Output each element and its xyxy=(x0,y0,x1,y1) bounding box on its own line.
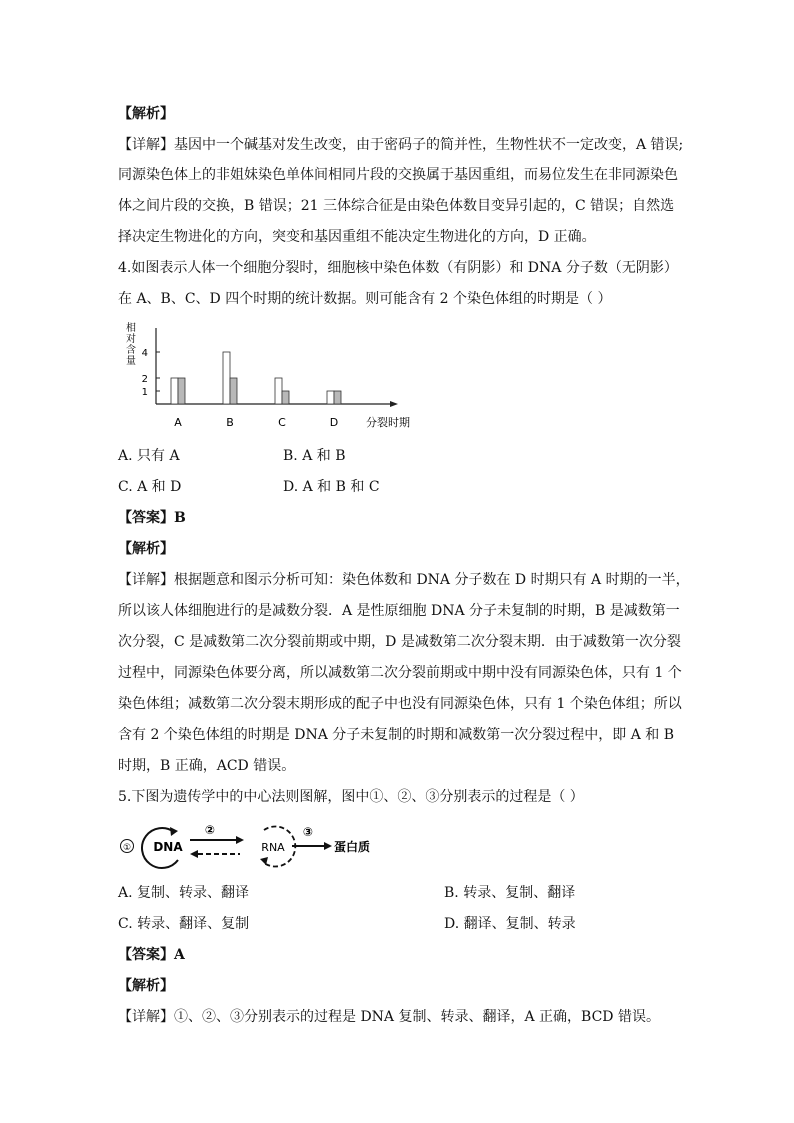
q4-detail-line: 【详解】根据题意和图示分析可知：染色体数和 DNA 分子数在 D 时期只有 A 时期的一半， xyxy=(118,572,690,588)
q4-bar-chart xyxy=(118,320,418,435)
q5-option-b: B. 转录、复制、翻译 xyxy=(444,885,576,901)
x-category-label: A xyxy=(174,416,182,429)
q5-answer: 【答案】A xyxy=(118,947,185,963)
q4-stem-line: 在 A、B、C、D 四个时期的统计数据。则可能含有 2 个染色体组的时期是（ ） xyxy=(118,291,612,307)
label-circle-three: ③ xyxy=(302,825,314,839)
reverse-arrowhead xyxy=(190,850,198,858)
q5-stem: 5.下图为遗传学中的中心法则图解，图中①、②、③分别表示的过程是（ ） xyxy=(118,789,584,805)
q4-answer: 【答案】B xyxy=(118,510,186,526)
q3-detail-line: 择决定生物进化的方向，突变和基因重组不能决定生物进化的方向，D 正确。 xyxy=(118,229,596,245)
q3-detail-line: 体之间片段的交换，B 错误；21 三体综合征是由染色体数目变异引起的，C 错误；自然选 xyxy=(118,198,675,214)
q4-option-a: A. 只有 A xyxy=(118,448,180,464)
x-category-label: B xyxy=(226,416,234,429)
q3-detail-line: 同源染色体上的非姐妹染色单体间相同片段的交换属于基因重组，而易位发生在非同源染色 xyxy=(118,167,678,183)
q4-option-b: B. A 和 B xyxy=(283,448,346,464)
y-tick-label: 4 xyxy=(141,348,148,359)
bar-dna-count xyxy=(223,352,230,404)
x-category-label: D xyxy=(329,416,339,429)
q4-detail-line: 次分裂，C 是减数第二次分裂前期或中期，D 是减数第二次分裂末期．由于减数第一次分裂 xyxy=(118,634,681,650)
bar-chromosome-count xyxy=(282,391,289,404)
bar-dna-count xyxy=(275,378,282,404)
bar-chromosome-count xyxy=(230,378,237,404)
q5-detail: 【详解】①、②、③分别表示的过程是 DNA 复制、转录、翻译，A 正确，BCD 错误。 xyxy=(118,1009,660,1025)
q4-analysis-label: 【解析】 xyxy=(118,541,174,557)
transcription-arrowhead xyxy=(236,836,244,844)
q4-detail-line: 所以该人体细胞进行的是减数分裂．A 是性原细胞 DNA 分子未复制的时期，B 是减数第一 xyxy=(118,603,680,619)
q4-option-d: D. A 和 B 和 C xyxy=(283,479,380,495)
q5-analysis-label: 【解析】 xyxy=(118,978,174,994)
chart-ylabel xyxy=(126,321,136,367)
bar-dna-count xyxy=(171,378,178,404)
q4-detail-line: 染色体组；减数第二次分裂末期形成的配子中也没有同源染色体，只有 1 个染色体组；所以 xyxy=(118,696,682,712)
translation-arrowhead xyxy=(324,842,332,850)
y-tick-label: 1 xyxy=(141,387,148,398)
q5-option-d: D. 翻译、复制、转录 xyxy=(444,916,576,932)
label-protein: 蛋白质 xyxy=(334,840,371,854)
q4-detail-line: 时期，B 正确，ACD 错误。 xyxy=(118,758,296,774)
label-rna: RNA xyxy=(261,841,285,854)
q5-option-a: A. 复制、转录、翻译 xyxy=(118,885,250,901)
q4-detail-line: 过程中，同源染色体要分离，所以减数第二次分裂前期或中期中没有同源染色体，只有 1 个 xyxy=(118,665,682,681)
q3-analysis-label: 【解析】 xyxy=(118,106,174,122)
q4-stem-line: 4.如图表示人体一个细胞分裂时，细胞核中染色体数（有阴影）和 DNA 分子数（无阴影） xyxy=(118,260,678,276)
y-tick-label: 2 xyxy=(141,374,148,385)
chart-ylabel-text: 相对含量 xyxy=(126,323,136,367)
q4-option-c: C. A 和 D xyxy=(118,479,182,495)
central-dogma-diagram xyxy=(118,818,398,870)
label-circle-one: ① xyxy=(122,843,132,853)
x-axis-arrow xyxy=(390,401,398,407)
x-category-label: C xyxy=(278,416,286,429)
q5-option-c: C. 转录、翻译、复制 xyxy=(118,916,250,932)
q4-detail-line: 含有 2 个染色体组的时期是 DNA 分子未复制的时期和减数第一次分裂过程中，即 A 和 B xyxy=(118,727,675,743)
bar-chromosome-count xyxy=(334,391,341,404)
q3-detail-line: 【详解】基因中一个碱基对发生改变，由于密码子的简并性，生物性状不一定改变，A 错误; xyxy=(118,137,684,153)
bar-dna-count xyxy=(327,391,334,404)
chart-xlabel: 分裂时期 xyxy=(366,416,410,429)
label-circle-two: ② xyxy=(204,823,216,837)
label-dna: DNA xyxy=(153,840,183,854)
bar-chromosome-count xyxy=(178,378,185,404)
loop-arrowhead xyxy=(170,827,178,836)
